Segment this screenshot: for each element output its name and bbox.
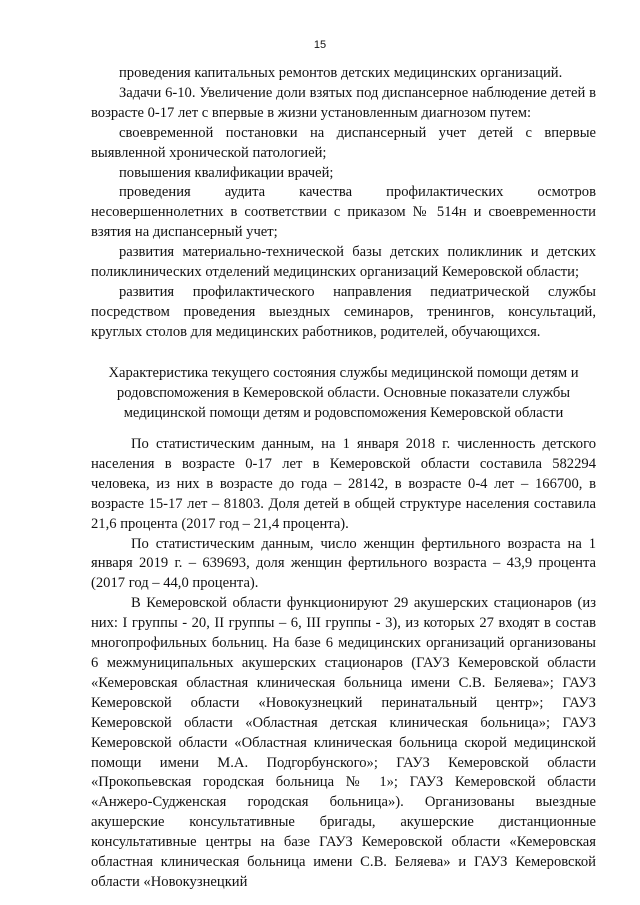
paragraph: В Кемеровской области функционируют 29 акушерских стационаров (из них: I группы - 20, II группы – 6, III группы - 3), из которых 27 входят в состав многопрофильных больниц. На базе 6 медицинских организаций организованы 6 межмуниципальных акушерских стационаров (ГАУЗ Кемеровской области «Кемеровская областная клиническая больница имени С.В. Беляева»; ГАУЗ Кемеровской области «Новокузнецкий перинатальный центр»; ГАУЗ Кемеровской области «Областная детская клиническая больница»; ГАУЗ Кемеровской области «Областная клиническая больница скорой медицинской помощи имени М.А. Подгорбунского»; ГАУЗ Кемеровской области «Прокопьевская городская больница № 1»; ГАУЗ Кемеровской области «Анжеро-Судженская городская больница»). Организованы выездные акушерские консультативные бригады, акушерские дистанционные консультативные центры на базе ГАУЗ Кемеровской области «Кемеровская областная клиническая больница имени С.В. Беляева» и ГАУЗ Кемеровской области «Новокузнецкий xyxy=(91,595,596,890)
paragraph: развития материально-технической базы детских поликлиник и детских поликлинических отделений медицинских организаций Кемеровской области; xyxy=(91,244,596,281)
paragraph: своевременной постановки на диспансерный учет детей с впервые выявленной хронической патологией; xyxy=(91,124,596,161)
tasks-section xyxy=(91,64,596,343)
paragraph: По статистическим данным, число женщин фертильного возраста на 1 января 2019 г. – 639693, доля женщин фертильного возраста – 43,9 процента (2017 год – 44,0 процента). xyxy=(91,535,596,592)
paragraph: По статистическим данным, на 1 января 2018 г. численность детского населения в возрасте 0-17 лет в Кемеровской области составила 582294 человека, из них в возрасте до года – 28142, в возрасте 0-4 лет – 166700, в возрасте 15-17 лет – 81803. Доля детей в общей структуре населения составила 21,6 процента (2017 год – 21,4 процента). xyxy=(91,436,596,532)
paragraph: развития профилактического направления педиатрической службы посредством проведения выездных семинаров, тренингов, консультаций, круглых столов для медицинских работников, родителей, обучающихся. xyxy=(91,283,596,340)
heading-line: родовспоможения в Кемеровской области. Основные показатели службы xyxy=(116,384,571,401)
heading-line: Характеристика текущего состояния службы медицинской помощи детям и xyxy=(108,365,579,381)
page-number: 15 xyxy=(313,39,327,51)
section-heading xyxy=(91,364,596,424)
statistics-section xyxy=(91,435,596,893)
paragraph: проведения аудита качества профилактических осмотров несовершеннолетних в соответствии с приказом № 514н и своевременности взятия на диспансерный учет; xyxy=(91,184,596,241)
heading-line: медицинской помощи детям и родовспоможения Кемеровской области xyxy=(123,404,564,421)
paragraph: Задачи 6-10. Увеличение доли взятых под диспансерное наблюдение детей в возрасте 0-17 лет с впервые в жизни установленным диагнозом путем: xyxy=(91,84,596,121)
paragraph: повышения квалификации врачей; xyxy=(119,164,334,181)
paragraph: проведения капитальных ремонтов детских медицинских организаций. xyxy=(119,65,563,81)
